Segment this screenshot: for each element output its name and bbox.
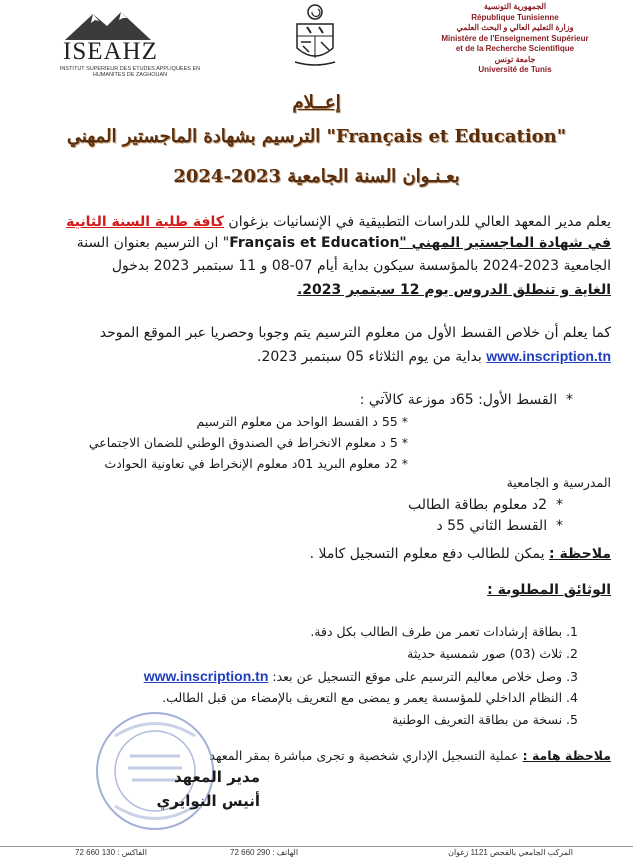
p1-degree-fr: Français et Education: [229, 235, 400, 251]
ministry-header: [415, 2, 615, 76]
fr-ministry-2: et de la Recherche Scientifique: [455, 44, 575, 53]
title-announcement: إعــلام: [292, 92, 341, 113]
first-installment: [360, 392, 573, 408]
bullet-1: *: [557, 392, 573, 408]
second-installment-text: القسط الثاني 55 د: [436, 518, 548, 534]
p1-target-students: كافة طلبة السنة الثانية: [66, 214, 224, 230]
doc-item-4: 4. النظام الداخلي للمؤسسة يعمر و يمضى مع التعريف بالإمضاء من قبل الطالب.: [162, 690, 578, 705]
fee-item-2-text: 5 د معلوم الانخراط في الصندوق الوطني للضمان الاجتماعي: [88, 435, 398, 450]
doc-item-2: 2. ثلاث (03) صور شمسية حديثة: [407, 646, 578, 661]
doc-item-3: [144, 668, 578, 684]
note-2: [209, 748, 611, 763]
p1-year-intro: " ان الترسيم بعنوان السنة: [76, 235, 230, 251]
ar-republic: الجمهورية التونسية: [483, 2, 547, 11]
fee-item-3: * 2د معلوم البريد 01د معلوم الإنخراط في تعاونية الحوادث: [104, 456, 408, 471]
logo-brand: ISEAHZ: [63, 38, 158, 65]
first-installment-text: القسط الأول: 65د موزعة كالآتي :: [359, 392, 558, 408]
mountain-icon: [55, 8, 205, 42]
inscription-link[interactable]: www.inscription.tn: [486, 348, 611, 364]
ar-university: جامعة تونس: [494, 54, 536, 64]
p2-start-date: بداية من يوم الثلاثاء 05 سبتمبر 2023.: [257, 349, 482, 365]
note-1: [310, 546, 611, 562]
fee-item-2: * 5 د معلوم الانخراط في الصندوق الوطني للضمان الاجتماعي: [88, 435, 408, 450]
p1-degree: في شهادة الماجستير المهني ": [399, 235, 611, 251]
logo-subtitle: INSTITUT SUPERIEUR DES ETUDES APPLIQUEES EN HUMANITES DE ZAGHOUAN: [59, 66, 201, 78]
doc-item-1: 1. بطاقة إرشادات تعمر من طرف الطالب بكل دقة.: [310, 624, 578, 639]
signature-role: مدير المعهد: [173, 768, 260, 786]
note-1-text: يمكن للطالب دفع معلوم التسجيل كاملا .: [309, 546, 545, 562]
ar-ministry: وزارة التعليم العالي و البحث العلمي: [456, 23, 574, 32]
fee-item-3-text: 2د معلوم البريد 01د معلوم الإنخراط في تعاونية الحوادث: [104, 456, 398, 471]
student-card-fee-text: 2د معلوم بطاقة الطالب: [408, 497, 548, 513]
doc-inscription-link[interactable]: www.inscription.tn: [143, 668, 269, 684]
p1-line1: [66, 214, 611, 230]
second-installment: * القسط الثاني 55 د: [436, 518, 563, 534]
note-1-label: ملاحظة :: [549, 546, 611, 562]
footer-address: المركب الجامعي بالفحص 1121 زغوان: [448, 848, 573, 857]
doc-item-5: 5. نسخة من بطاقة التعريف الوطنية: [392, 712, 578, 727]
footer-fax: الفاكس : 130 660 72: [75, 848, 147, 857]
p1-line3: الجامعية 2023-2024 بالمؤسسة سيكون بداية أيام 07-08 و 11 سبتمبر 2023 بدخول: [111, 258, 611, 274]
p2-line1: كما يعلم أن خلاص القسط الأول من معلوم الترسيم يتم وجوبا وحصريا عبر الموقع الموحد: [99, 325, 611, 341]
title-year: بعـنـوان السنة الجامعية 2023-2024: [173, 166, 460, 187]
fee-item-1-text: 55 د القسط الواحد من معلوم الترسيم: [196, 414, 398, 429]
fr-university: Université de Tunis: [478, 65, 552, 74]
fr-republic: République Tunisienne: [471, 12, 559, 22]
p2-line2: [257, 348, 611, 365]
footer-phone: الهاتف : 290 660 72: [230, 848, 299, 857]
footer: [0, 846, 633, 858]
fr-ministry-1: Ministère de l'Enseignement Supérieur: [441, 33, 589, 43]
p1-line2: [77, 235, 611, 251]
doc-item-3-text: 3. وصل خلاص معاليم الترسيم على موقع التسجيل عن بعد:: [272, 669, 578, 684]
signature-name: أنيس النوايري: [156, 792, 260, 810]
school-line: المدرسية و الجامعية: [506, 475, 611, 490]
docs-heading: الوثائق المطلوبة :: [487, 582, 611, 598]
p1-classes-start: الغاية و تنطلق الدروس يوم 12 سبتمبر 2023.: [296, 282, 611, 298]
tunisia-emblem: [285, 2, 345, 70]
fee-item-1: * 55 د القسط الواحد من معلوم الترسيم: [196, 414, 408, 429]
student-card-fee: * 2د معلوم بطاقة الطالب: [408, 497, 563, 513]
note-2-text: عملية التسجيل الإداري شخصية و تجرى مباشرة بمقر المعهد: [209, 748, 519, 763]
institute-logo: [55, 8, 205, 78]
p1-intro: يعلم مدير المعهد العالي للدراسات التطبيقية في الإنسانيات بزغوان: [228, 214, 611, 230]
note-2-label: ملاحظة هامة :: [522, 748, 611, 763]
title-subject: الترسيم بشهادة الماجستير المهني "Français et Education": [66, 126, 567, 147]
